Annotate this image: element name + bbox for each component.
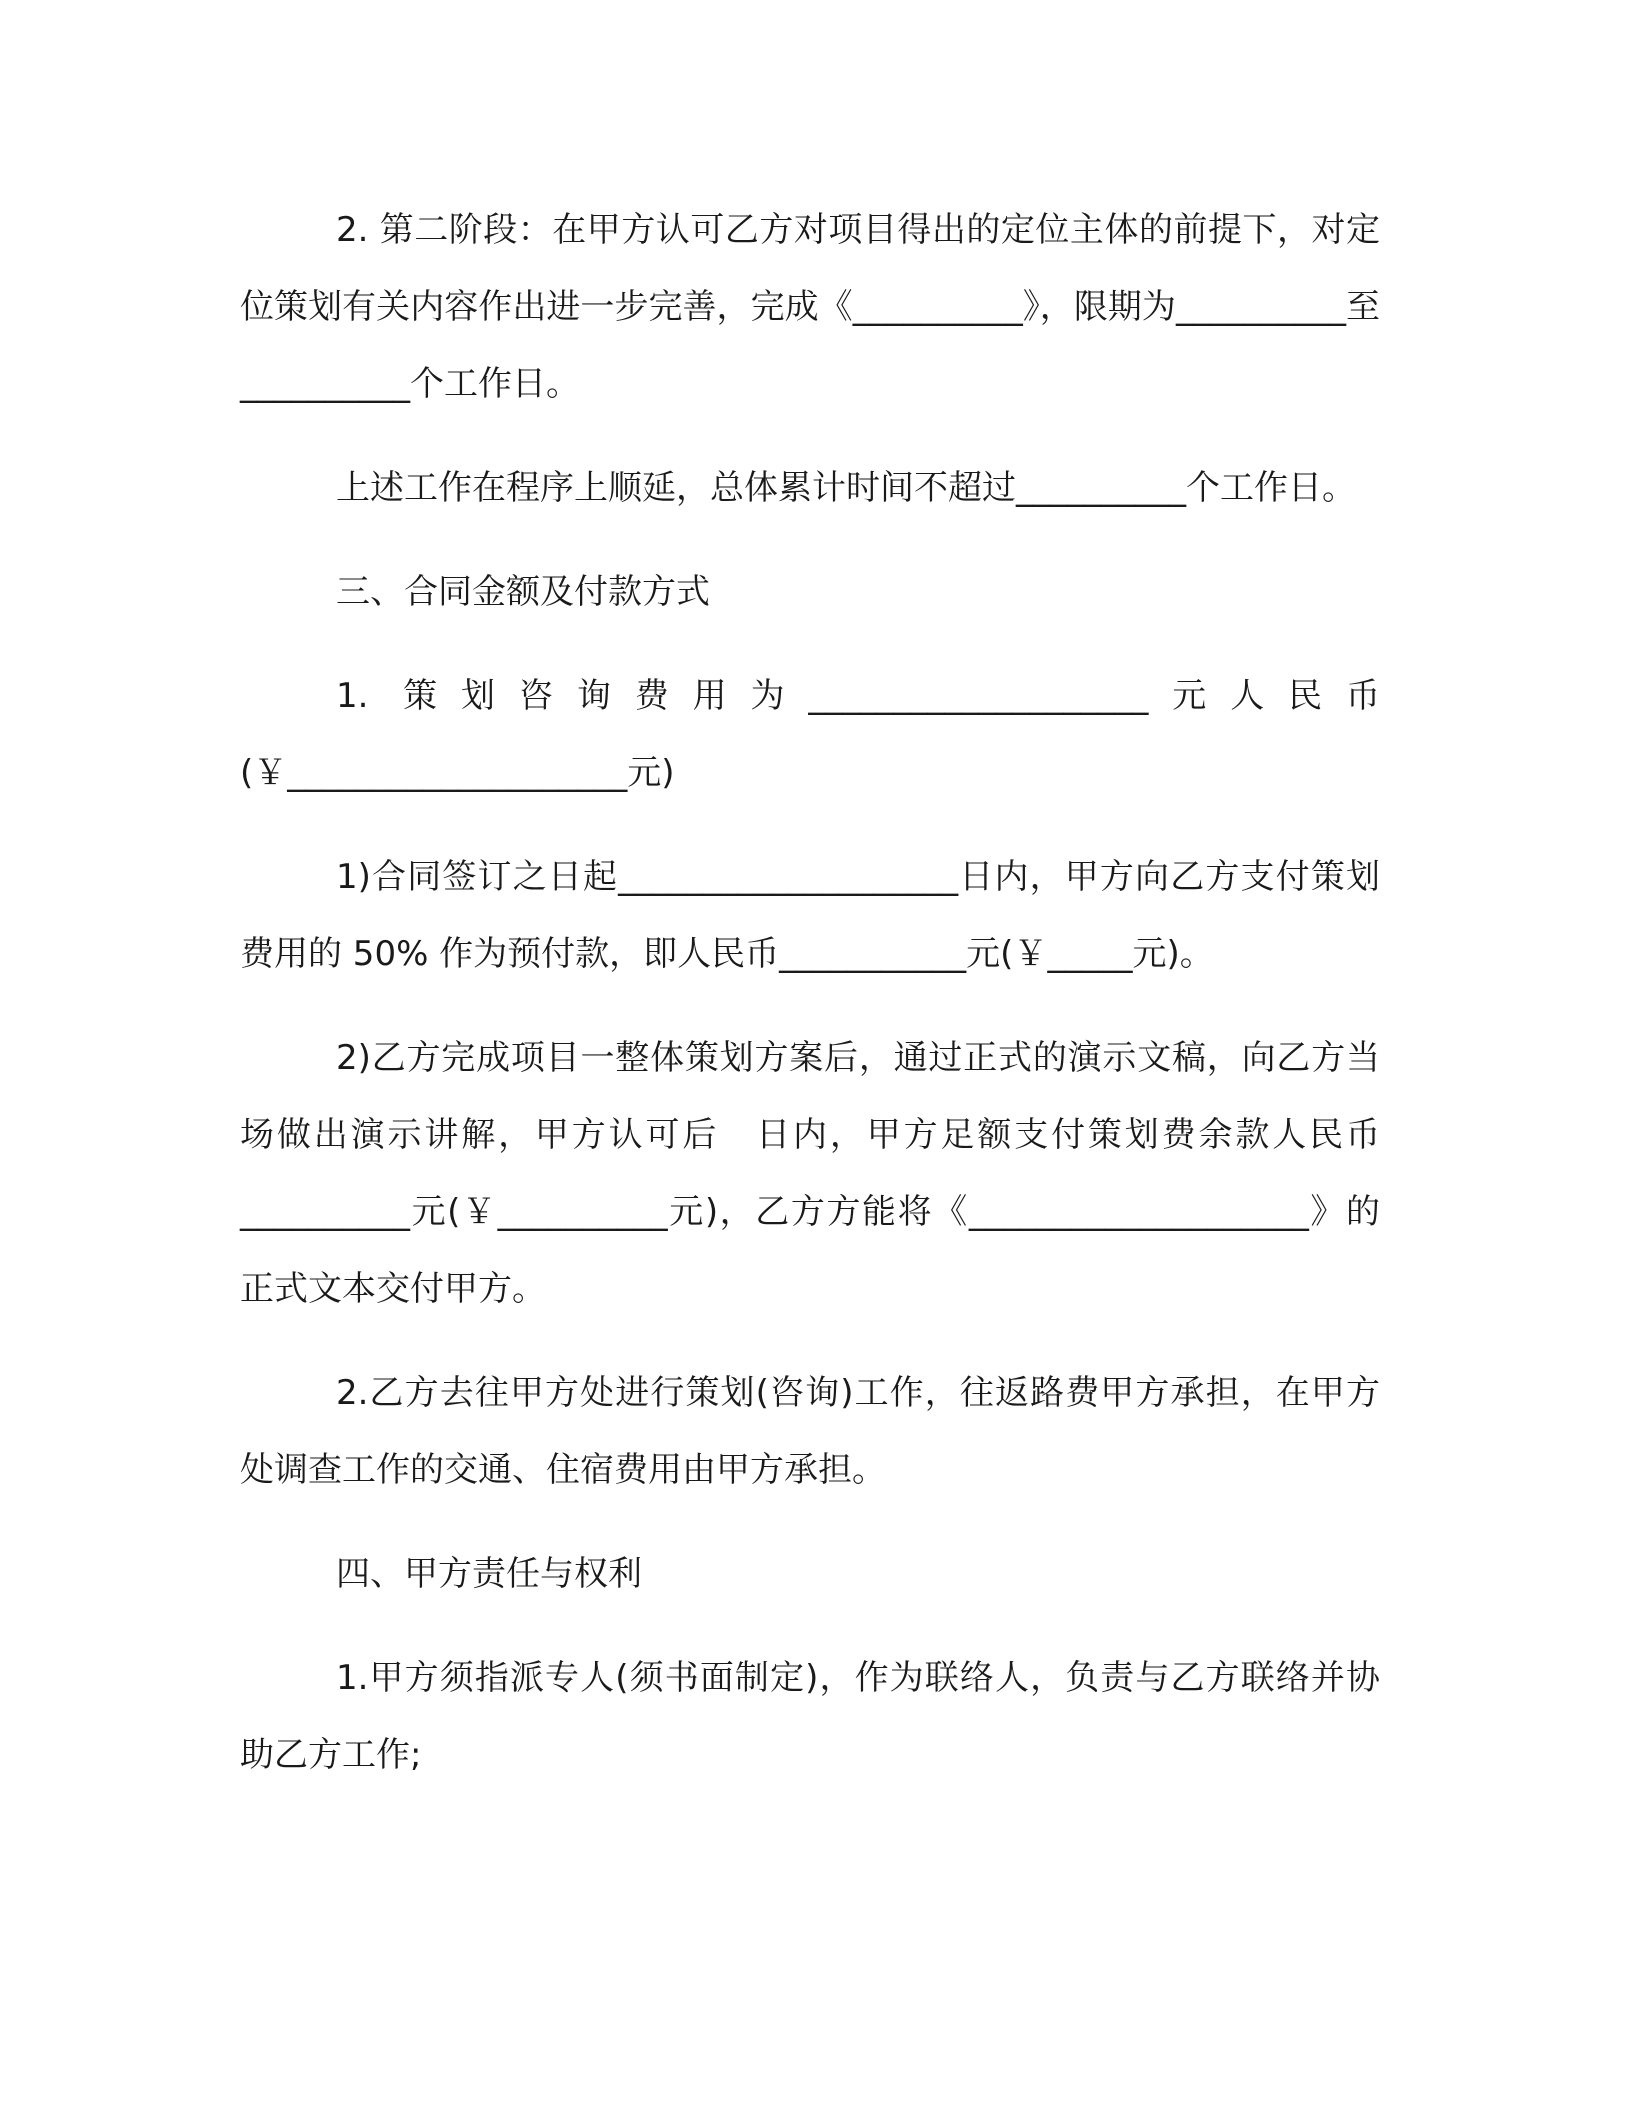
paragraph-prepayment: 1)合同签订之日起____________________日内，甲方向乙方支付策划费用的 50% 作为预付款，即人民币___________元(￥_____元)。 [240,857,1380,974]
paragraph-total-time: 上述工作在程序上顺延，总体累计时间不超过__________个工作日。 [336,468,1356,508]
section-heading-contract-amount: 三、合同金额及付款方式 [336,572,710,612]
paragraph-consulting-fee: 1. 策划咨询费用为____________________元人民币 (￥____________________元) [240,676,1391,793]
section-heading-party-a-duties: 四、甲方责任与权利 [336,1554,642,1594]
paragraph-travel-costs: 2.乙方去往甲方处进行策划(咨询)工作，往返路费甲方承担，在甲方处调查工作的交通、住宿费用由甲方承担。 [240,1373,1380,1490]
paragraph-balance-payment: 2)乙方完成项目一整体策划方案后，通过正式的演示文稿，向乙方当场做出演示讲解，甲方认可后 日内，甲方足额支付策划费余款人民币__________元(￥__________元)，乙方方能将《____________________》的正式文本交付甲方。 [240,1038,1380,1309]
paragraph-liaison: 1.甲方须指派专人(须书面制定)，作为联络人，负责与乙方联络并协助乙方工作; [240,1658,1380,1775]
document-body [240,192,1391,1794]
paragraph-stage-two: 2. 第二阶段：在甲方认可乙方对项目得出的定位主体的前提下，对定位策划有关内容作出进一步完善，完成《__________》，限期为__________至__________个工作日。 [240,210,1380,404]
